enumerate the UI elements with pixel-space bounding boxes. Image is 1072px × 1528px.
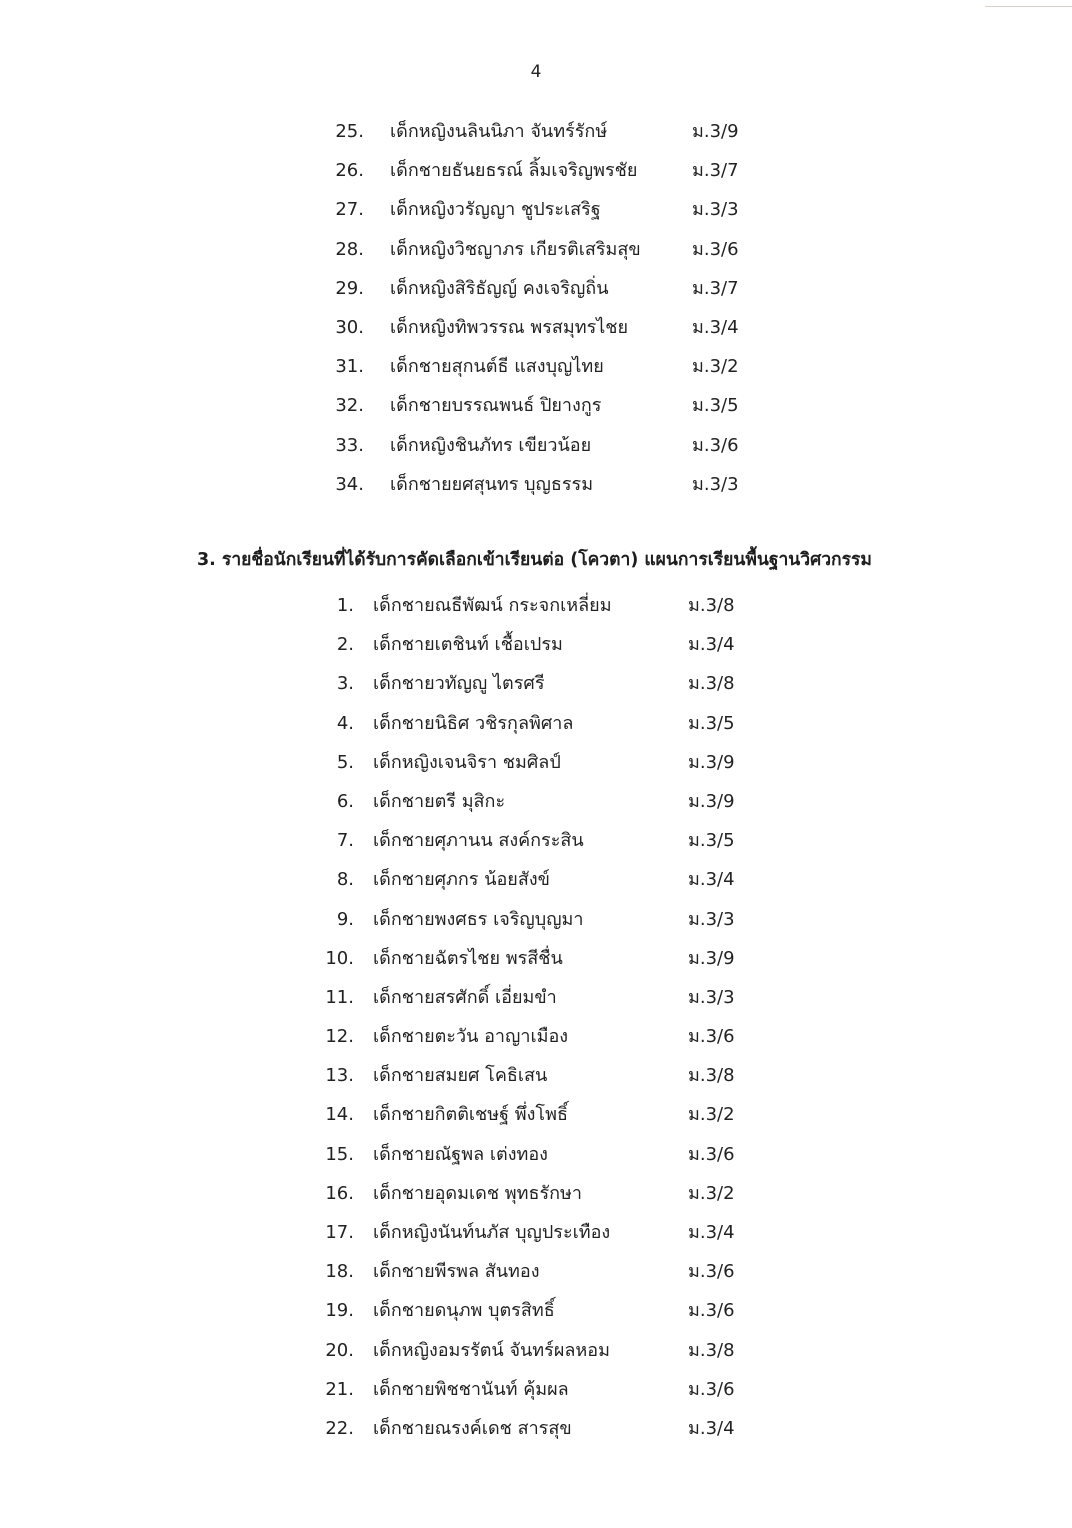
class-label: ม.3/6 bbox=[692, 238, 739, 260]
class-label: ม.3/9 bbox=[688, 751, 735, 773]
student-name: เด็กหญิงนลินนิภา จันทร์รักษ์ bbox=[390, 121, 608, 142]
class-label: ม.3/6 bbox=[688, 1261, 735, 1283]
item-number: 16. bbox=[325, 1182, 354, 1204]
student-name: เด็กหญิงทิพวรรณ พรสมุทรไชย bbox=[390, 316, 629, 338]
list-item bbox=[0, 1056, 1072, 1095]
student-name: เด็กชายพิชชานันท์ คุ้มผล bbox=[373, 1378, 569, 1400]
section-3-heading: 3. รายชื่อนักเรียนที่ได้รับการคัดเลือกเข้าเรียนต่อ (โควตา) แผนการเรียนพื้นฐานวิศวกรรม bbox=[197, 550, 872, 570]
class-label: ม.3/6 bbox=[688, 1300, 735, 1322]
class-label: ม.3/6 bbox=[688, 1143, 735, 1165]
class-label: ม.3/9 bbox=[688, 790, 735, 812]
item-number: 5. bbox=[336, 751, 354, 773]
list-item bbox=[0, 1331, 1072, 1370]
class-label: ม.3/4 bbox=[692, 316, 739, 338]
student-name: เด็กชายธันยธรณ์ ลิ้มเจริญพรชัย bbox=[390, 160, 638, 182]
student-name: เด็กชายบรรณพนธ์ ปิยางกูร bbox=[390, 395, 602, 417]
item-number: 12. bbox=[325, 1026, 354, 1048]
student-name: เด็กชายเตชินท์ เชื้อเปรม bbox=[373, 634, 563, 656]
item-number: 4. bbox=[336, 712, 354, 734]
class-label: ม.3/8 bbox=[688, 1339, 735, 1361]
student-name: เด็กหญิงนันท์นภัส บุญประเทือง bbox=[373, 1222, 611, 1243]
class-label: ม.3/2 bbox=[688, 1182, 735, 1204]
list-item bbox=[0, 978, 1072, 1017]
list-item bbox=[0, 386, 1072, 425]
item-number: 33. bbox=[335, 434, 364, 456]
list-item bbox=[0, 1252, 1072, 1291]
list-item bbox=[0, 190, 1072, 229]
item-number: 9. bbox=[336, 908, 354, 930]
item-number: 7. bbox=[336, 830, 354, 852]
student-name: เด็กหญิงอมรรัตน์ จันทร์ผลหอม bbox=[373, 1339, 610, 1361]
list-item bbox=[0, 1291, 1072, 1330]
list-item bbox=[0, 860, 1072, 899]
list-item bbox=[0, 1409, 1072, 1448]
item-number: 15. bbox=[325, 1143, 354, 1165]
item-number: 34. bbox=[335, 473, 364, 495]
class-label: ม.3/7 bbox=[692, 160, 739, 182]
item-number: 18. bbox=[325, 1261, 354, 1283]
item-number: 22. bbox=[325, 1417, 354, 1439]
class-label: ม.3/2 bbox=[688, 1104, 735, 1126]
class-label: ม.3/3 bbox=[692, 473, 739, 495]
list-item bbox=[0, 586, 1072, 625]
list-item bbox=[0, 426, 1072, 465]
student-name: เด็กชายตรี มุสิกะ bbox=[373, 790, 506, 812]
list-item bbox=[0, 782, 1072, 821]
class-label: ม.3/8 bbox=[688, 1065, 735, 1087]
student-name: เด็กชายพีรพล สันทอง bbox=[373, 1261, 540, 1283]
student-name: เด็กชายยศสุนทร บุญธรรม bbox=[390, 473, 594, 495]
student-name: เด็กชายสรศักดิ์ เอี่ยมขำ bbox=[373, 986, 557, 1008]
item-number: 13. bbox=[325, 1065, 354, 1087]
item-number: 27. bbox=[335, 199, 364, 221]
item-number: 8. bbox=[336, 869, 354, 891]
item-number: 17. bbox=[325, 1222, 354, 1243]
list-item bbox=[0, 821, 1072, 860]
item-number: 21. bbox=[325, 1378, 354, 1400]
class-label: ม.3/9 bbox=[692, 121, 739, 142]
item-number: 3. bbox=[336, 673, 354, 695]
list-item bbox=[0, 269, 1072, 308]
class-label: ม.3/5 bbox=[688, 712, 735, 734]
list-item bbox=[0, 112, 1072, 151]
student-list-continued bbox=[0, 112, 1072, 504]
item-number: 1. bbox=[336, 595, 354, 616]
class-label: ม.3/2 bbox=[692, 356, 739, 378]
class-label: ม.3/6 bbox=[688, 1026, 735, 1048]
list-item bbox=[0, 347, 1072, 386]
student-name: เด็กชายพงศธร เจริญบุญมา bbox=[373, 908, 584, 930]
item-number: 14. bbox=[325, 1104, 354, 1126]
list-item bbox=[0, 308, 1072, 347]
student-name: เด็กชายศุภานน สงค์กระสิน bbox=[373, 830, 584, 852]
item-number: 2. bbox=[336, 634, 354, 656]
student-name: เด็กชายกิตติเชษฐ์ พึ่งโพธิ์ bbox=[373, 1104, 568, 1126]
item-number: 25. bbox=[335, 121, 364, 142]
class-label: ม.3/6 bbox=[688, 1378, 735, 1400]
class-label: ม.3/3 bbox=[688, 986, 735, 1008]
student-name: เด็กชายนิธิศ วชิรกุลพิศาล bbox=[373, 712, 574, 734]
student-name: เด็กชายณัฐพล เต่งทอง bbox=[373, 1143, 548, 1165]
student-name: เด็กชายตะวัน อาญาเมือง bbox=[373, 1026, 569, 1048]
list-item bbox=[0, 743, 1072, 782]
list-item bbox=[0, 704, 1072, 743]
class-label: ม.3/8 bbox=[688, 673, 735, 695]
item-number: 32. bbox=[335, 395, 364, 417]
student-name: เด็กชายศุภกร น้อยสังข์ bbox=[373, 869, 550, 891]
list-item bbox=[0, 1213, 1072, 1252]
student-name: เด็กชายณธีพัฒน์ กระจกเหลี่ยม bbox=[373, 595, 612, 616]
item-number: 19. bbox=[325, 1300, 354, 1322]
student-name: เด็กหญิงวรัญญา ชูประเสริฐ bbox=[390, 199, 601, 221]
student-name: เด็กชายสุกนต์ธี แสงบุญไทย bbox=[390, 356, 604, 378]
item-number: 20. bbox=[325, 1339, 354, 1361]
list-item bbox=[0, 230, 1072, 269]
item-number: 10. bbox=[325, 947, 354, 969]
class-label: ม.3/6 bbox=[692, 434, 739, 456]
list-item bbox=[0, 1095, 1072, 1134]
class-label: ม.3/4 bbox=[688, 634, 735, 656]
item-number: 31. bbox=[335, 356, 364, 378]
class-label: ม.3/8 bbox=[688, 595, 735, 616]
list-item bbox=[0, 151, 1072, 190]
student-name: เด็กหญิงวิชญาภร เกียรติเสริมสุข bbox=[390, 238, 641, 260]
list-item bbox=[0, 1370, 1072, 1409]
student-name: เด็กชายณรงค์เดช สารสุข bbox=[373, 1417, 572, 1439]
class-label: ม.3/7 bbox=[692, 277, 739, 299]
item-number: 30. bbox=[335, 316, 364, 338]
list-item bbox=[0, 625, 1072, 664]
class-label: ม.3/3 bbox=[688, 908, 735, 930]
class-label: ม.3/4 bbox=[688, 869, 735, 891]
item-number: 26. bbox=[335, 160, 364, 182]
class-label: ม.3/5 bbox=[692, 395, 739, 417]
page-number: 4 bbox=[530, 62, 542, 82]
list-item bbox=[0, 1174, 1072, 1213]
student-name: เด็กชายดนุภพ บุตรสิทธิ์ bbox=[373, 1300, 555, 1322]
item-number: 6. bbox=[336, 790, 354, 812]
list-item bbox=[0, 900, 1072, 939]
class-label: ม.3/4 bbox=[688, 1222, 735, 1243]
class-label: ม.3/4 bbox=[688, 1417, 735, 1439]
list-item bbox=[0, 465, 1072, 504]
student-list-section-3 bbox=[0, 586, 1072, 1448]
student-name: เด็กชายอุดมเดช พุทธรักษา bbox=[373, 1182, 583, 1204]
student-name: เด็กชายวทัญญู ไตรศรี bbox=[373, 673, 545, 695]
class-label: ม.3/9 bbox=[688, 947, 735, 969]
student-name: เด็กหญิงสิริธัญญ์ คงเจริญถิ่น bbox=[390, 277, 609, 299]
scan-edge-line bbox=[985, 6, 1072, 7]
list-item bbox=[0, 939, 1072, 978]
item-number: 29. bbox=[335, 277, 364, 299]
item-number: 28. bbox=[335, 238, 364, 260]
student-name: เด็กหญิงชินภัทร เขียวน้อย bbox=[390, 434, 592, 456]
item-number: 11. bbox=[325, 986, 354, 1008]
student-name: เด็กชายฉัตรไชย พรสีชื่น bbox=[373, 947, 563, 969]
list-item bbox=[0, 1017, 1072, 1056]
class-label: ม.3/3 bbox=[692, 199, 739, 221]
list-item bbox=[0, 664, 1072, 703]
list-item bbox=[0, 1135, 1072, 1174]
class-label: ม.3/5 bbox=[688, 830, 735, 852]
student-name: เด็กชายสมยศ โคธิเสน bbox=[373, 1065, 548, 1087]
student-name: เด็กหญิงเจนจิรา ชมศิลป์ bbox=[373, 751, 561, 773]
